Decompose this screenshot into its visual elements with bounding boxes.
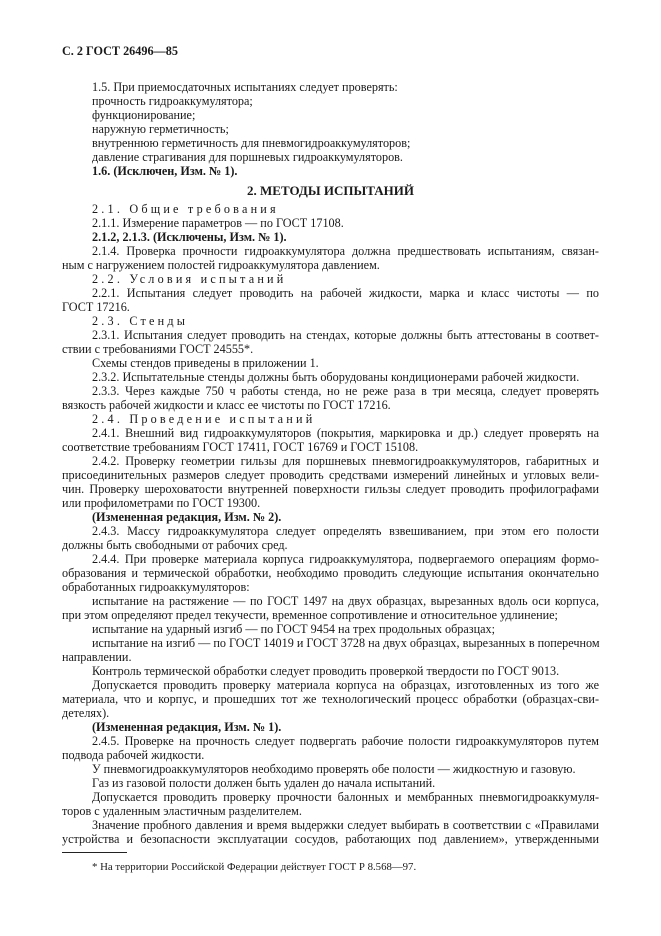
paragraph-line: 2.4.3. Массу гидроаккумулятора следует определять взвешиванием, при этом его полости (92, 524, 599, 538)
paragraph-line: направлении. (62, 650, 132, 664)
paragraph-line: вязкость рабочей жидкости и класс ее чистоты по ГОСТ 17216. (62, 398, 391, 412)
subsection-heading: 2.1. Общие требования (92, 202, 279, 216)
subsection-heading: 2.3. Стенды (92, 314, 189, 328)
paragraph-line: детелях). (62, 706, 110, 720)
page-header: С. 2 ГОСТ 26496—85 (62, 44, 178, 58)
paragraph-line: соответствие требованиям ГОСТ 17411, ГОСТ 16769 и ГОСТ 15108. (62, 440, 419, 454)
paragraph-line: образования и термической обработки, необходимо проводить следующие испытания окончательно (62, 566, 599, 580)
paragraph-line: У пневмогидроаккумуляторов необходимо проверять обе полости — жидкостную и газовую. (92, 762, 576, 776)
paragraph-line: Схемы стендов приведены в приложении 1. (92, 356, 319, 370)
subsection-heading: 2.4. Проведение испытаний (92, 412, 316, 426)
paragraph-line: испытание на растяжение — по ГОСТ 1497 на двух образцах, вырезанных вдоль оси корпуса, (92, 594, 599, 608)
paragraph-line: Газ из газовой полости должен быть удален до начала испытаний. (92, 776, 436, 790)
paragraph-line: материала, что и корпус, и прошедших тот же технологический процесс обработки (образцах-сви- (62, 692, 599, 706)
paragraph-line: 2.4.1. Внешний вид гидроаккумуляторов (покрытия, маркировка и др.) следует проверять на (92, 426, 599, 440)
paragraph-line: устройства и безопасности эксплуатации сосудов, работающих под давлением», утвержденными (62, 832, 599, 846)
paragraph-line: подвода рабочей жидкости. (62, 748, 205, 762)
paragraph-line: испытание на изгиб — по ГОСТ 14019 и ГОСТ 3728 на двух образцах, вырезанных в поперечном (92, 636, 600, 650)
amendment-note: (Измененная редакция, Изм. № 2). (92, 510, 282, 524)
paragraph-line: при этом определяют предел текучести, временное сопротивление и относительное удлинение; (62, 608, 558, 622)
paragraph-line: обработанных гидроаккумуляторов: (62, 580, 250, 594)
paragraph-line: чин. Проверку шероховатости внутренней поверхности гильзы следует проводить профилографами (62, 482, 599, 496)
paragraph-line: Контроль термической обработки следует проводить проверкой твердости по ГОСТ 9013. (92, 664, 560, 678)
amendment-note: 1.6. (Исключен, Изм. № 1). (92, 164, 238, 178)
paragraph-line: 2.1.1. Измерение параметров — по ГОСТ 17108. (92, 216, 344, 230)
list-item: функционирование; (92, 108, 196, 122)
paragraph-line: 2.3.1. Испытания следует проводить на стендах, которые должны быть аттестованы в соответ- (92, 328, 599, 342)
list-item: прочность гидроаккумулятора; (92, 94, 253, 108)
paragraph-line: 2.3.3. Через каждые 750 ч работы стенда, но не реже раза в три месяца, следует проверять (92, 384, 599, 398)
paragraph-line: 2.1.4. Проверка прочности гидроаккумулятора должна предшествовать испытаниям, связан- (92, 244, 599, 258)
section-heading: 2. МЕТОДЫ ИСПЫТАНИЙ (247, 183, 414, 198)
list-item: давление страгивания для поршневых гидроаккумуляторов. (92, 150, 403, 164)
paragraph-line: 2.3.2. Испытательные стенды должны быть оборудованы кондиционерами рабочей жидкости. (92, 370, 580, 384)
paragraph-line: или профилометрами по ГОСТ 19300. (62, 496, 261, 510)
paragraph-line: Значение пробного давления и время выдержки следует выбирать в соответствии с «Правилами (92, 818, 599, 832)
paragraph-line: 2.4.4. При проверке материала корпуса гидроаккумулятора, подвергаемого операциям формо- (92, 552, 599, 566)
paragraph-line: 2.2.1. Испытания следует проводить на рабочей жидкости, марка и класс чистоты — по (92, 286, 599, 300)
paragraph-line: ствии с требованиями ГОСТ 24555*. (62, 342, 254, 356)
paragraph-line: 2.4.2. Проверку геометрии гильзы для поршневых пневмогидроаккумуляторов, габаритных и (92, 454, 599, 468)
paragraph-line: должны быть свободными от рабочих сред. (62, 538, 288, 552)
footnote: * На территории Российской Федерации действует ГОСТ Р 8.568—97. (92, 861, 417, 873)
list-item: внутреннюю герметичность для пневмогидроаккумуляторов; (92, 136, 411, 150)
list-item: наружную герметичность; (92, 122, 229, 136)
paragraph-line: присоединительных размеров следует проводить средствами измерений линейных и угловых вели- (62, 468, 599, 482)
amendment-note: 2.1.2, 2.1.3. (Исключены, Изм. № 1). (92, 230, 287, 244)
paragraph-line: Допускается проводить проверку прочности балонных и мембранных пневмогидроаккумуля- (92, 790, 599, 804)
paragraph-line: торов с удаленным эластичным разделителем. (62, 804, 302, 818)
paragraph-line: 1.5. При приемосдаточных испытаниях следует проверять: (92, 80, 398, 94)
paragraph-line: ным с нагружением полостей гидроаккумулятора давлением. (62, 258, 380, 272)
paragraph-line: 2.4.5. Проверке на прочность следует подвергать рабочие полости гидроаккумуляторов путем (92, 734, 599, 748)
paragraph-line: ГОСТ 17216. (62, 300, 130, 314)
paragraph-line: испытание на ударный изгиб — по ГОСТ 9454 на трех продольных образцах; (92, 622, 495, 636)
paragraph-line: Допускается проводить проверку материала корпуса на образцах, изготовленных из того же (92, 678, 599, 692)
footnote-divider (62, 852, 127, 853)
subsection-heading: 2.2. Условия испытаний (92, 272, 287, 286)
amendment-note: (Измененная редакция, Изм. № 1). (92, 720, 282, 734)
